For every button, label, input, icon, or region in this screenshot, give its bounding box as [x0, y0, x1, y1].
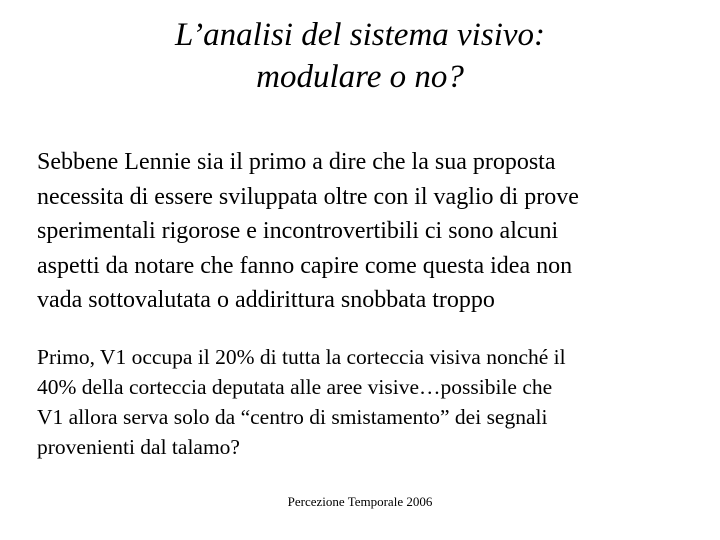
paragraph-1-line: sperimentali rigorose e incontrovertibili ci sono alcuni	[37, 218, 559, 244]
paragraph-1-line: necessita di essere sviluppata oltre con il vaglio di prove	[37, 183, 579, 210]
paragraph-2-line: provenienti dal talamo?	[37, 435, 240, 459]
paragraph-2-line: Primo, V1 occupa il 20% di tutta la corteccia visiva nonché il	[37, 345, 566, 369]
title-line: L’analisi del sistema visivo:	[175, 17, 545, 53]
paragraph-1-line: vada sottovalutata o addirittura snobbata troppo	[37, 287, 495, 313]
paragraph-1-line: Sebbene Lennie sia il primo a dire che la sua proposta	[37, 149, 556, 175]
paragraph-2	[37, 342, 566, 462]
slide-title	[60, 14, 660, 98]
paragraph-2-line: V1 allora serva solo da “centro di smistamento” dei segnali	[37, 405, 548, 429]
paragraph-1-line: aspetti da notare che fanno capire come questa idea non	[37, 252, 573, 279]
slide-footer: Percezione Temporale 2006	[287, 494, 433, 509]
title-line: modulare o no?	[256, 59, 464, 95]
paragraph-1	[37, 145, 579, 318]
paragraph-2-line: 40% della corteccia deputata alle aree visive…possibile che	[37, 375, 553, 399]
